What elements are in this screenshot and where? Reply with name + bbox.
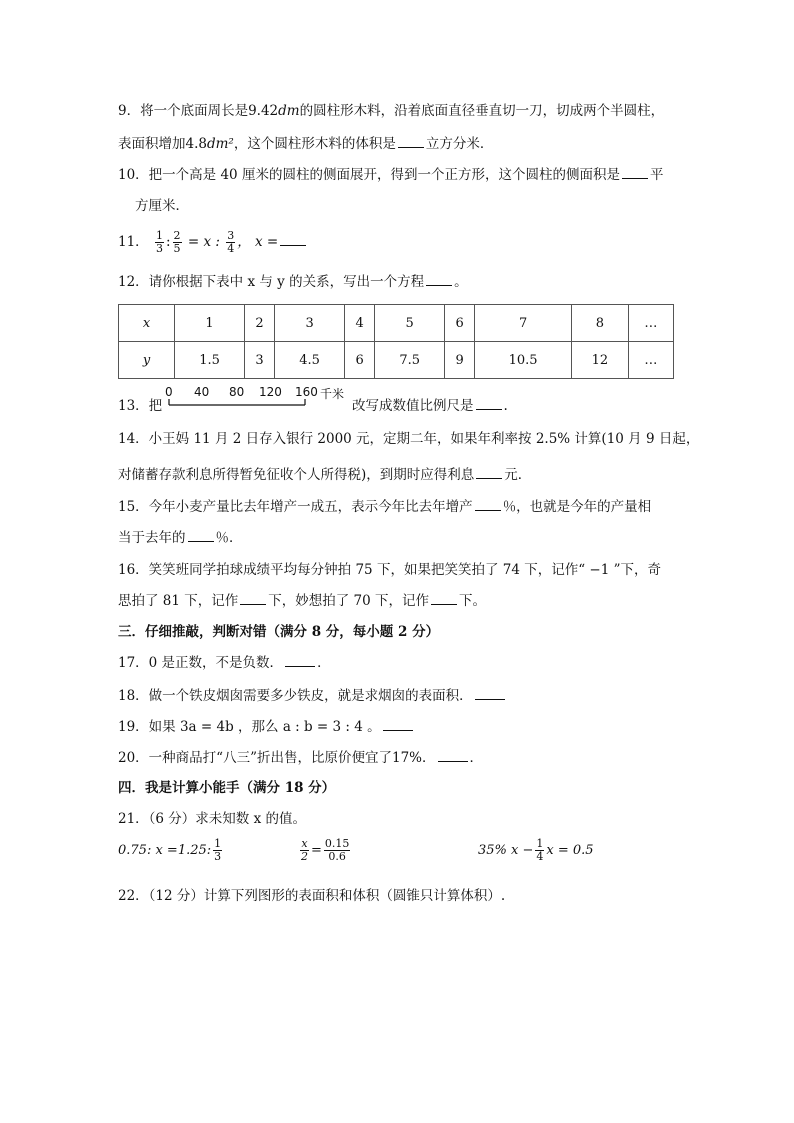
scale-bar: [165, 386, 315, 410]
question-10-line-1: [118, 164, 663, 186]
question-12: [118, 271, 468, 293]
table-cell: x: [119, 305, 175, 342]
question-10-line-2: [135, 195, 189, 217]
table-cell: 10.5: [475, 342, 572, 379]
q16-answer-blank-1[interactable]: [240, 590, 266, 605]
table-cell: 6: [345, 342, 375, 379]
q11-answer-blank[interactable]: [280, 231, 306, 246]
q19-answer-blank[interactable]: [383, 716, 413, 731]
table-row-y: [119, 342, 674, 379]
q12-text: 12．请你根据下表中 x 与 y 的关系，写出一个方程: [118, 274, 425, 290]
question-16-line-1: 16．笑笑班同学拍球成绩平均每分钟拍 75 下，如果把笑笑拍了 74 下，记作“ −1 ”下，奇: [118, 562, 661, 578]
q9-text-2a: 表面积增加4.8: [118, 136, 207, 152]
q11-tail: ， x =: [237, 234, 279, 250]
equation-1: 0.75: x =1.25: $\frac{1}{3}$: [118, 837, 222, 863]
q11-fraction-3: $\frac{3}{4}$: [227, 229, 235, 255]
xy-table: [118, 304, 674, 379]
q15-answer-blank-1[interactable]: [475, 496, 501, 511]
q16-answer-blank-2[interactable]: [431, 590, 457, 605]
scale-label: 40: [194, 385, 210, 399]
scale-label: 120: [259, 385, 282, 399]
question-19: 19．如果 3a = 4b ，那么 a : b = 3 : 4 。: [118, 716, 415, 738]
table-cell: 6: [445, 305, 475, 342]
question-11: 11． $\frac{1}{3}$ : $\frac{2}{5}$ = x : $\frac{3}{4}$ ， x =: [118, 230, 308, 255]
q12-answer-blank[interactable]: [426, 271, 452, 286]
table-cell: 4: [345, 305, 375, 342]
question-9-line-2: [118, 133, 493, 155]
q9-text-2b: ，这个圆柱形木料的体积是: [233, 136, 396, 152]
scale-unit: 千米: [320, 387, 345, 401]
eq1-fraction: $\frac{1}{3}$: [214, 837, 222, 863]
q9-text-1: 9．将一个底面周长是9.42: [118, 103, 279, 119]
scale-label: 160: [295, 385, 318, 399]
scale-label: 80: [229, 385, 245, 399]
question-18: 18．做一个铁皮烟囱需要多少铁皮，就是求烟囱的表面积．: [118, 685, 507, 707]
table-cell: 3: [275, 305, 345, 342]
q11-mid: = x :: [187, 234, 220, 250]
q11-fraction-1: $\frac{1}{3}$: [155, 229, 163, 255]
table-cell: y: [119, 342, 175, 379]
q17-answer-blank[interactable]: [285, 652, 315, 667]
q11-prefix: 11．: [118, 234, 149, 250]
eq2-left-fraction: $\frac{x}{2}$: [301, 837, 308, 863]
q11-fraction-2: $\frac{2}{5}$: [173, 229, 181, 255]
table-cell: 7.5: [375, 342, 445, 379]
q9-answer-blank[interactable]: [398, 133, 424, 148]
question-9-line-1: [118, 100, 664, 122]
question-21: 21．（6 分）求未知数 x 的值。: [118, 811, 307, 827]
q10-text-2: 方厘米．: [135, 198, 189, 214]
scale-label: 0: [165, 385, 173, 399]
q15-answer-blank-2[interactable]: [188, 527, 214, 542]
q9-text-1b: 的圆柱形木料，沿着底面直径垂直切一刀，切成两个半圆柱，: [299, 103, 665, 119]
question-20: 20．一种商品打“八三”折出售，比原价便宜了17%． ．: [118, 747, 483, 769]
q9-unit-2: dm²: [206, 136, 234, 152]
q10-text-1: 10．把一个高是 40 厘米的圆柱的侧面展开，得到一个正方形，这个圆柱的侧面积是: [118, 167, 620, 183]
table-cell: 2: [245, 305, 275, 342]
section-3-heading: 三．仔细推敲，判断对错（满分 8 分，每小题 2 分）: [118, 624, 440, 640]
question-13-suffix: 改写成数值比例尺是 .: [352, 395, 508, 417]
table-cell: 7: [475, 305, 572, 342]
table-cell: 1.5: [175, 342, 245, 379]
section-4-heading: 四．我是计算小能手（满分 18 分）: [118, 780, 336, 796]
equation-2: $\frac{x}{2}$ = $\frac{0.15}{0.6}$: [301, 837, 350, 863]
q10-answer-blank[interactable]: [622, 164, 648, 179]
question-22: 22．（12 分）计算下列图形的表面积和体积（圆锥只计算体积）.: [118, 888, 506, 904]
question-17: 17．0 是正数，不是负数． ．: [118, 652, 331, 674]
q14-answer-blank[interactable]: [476, 464, 502, 479]
table-cell: 9: [445, 342, 475, 379]
equation-3: 35% x − $\frac{1}{4}$ x = 0.5: [478, 837, 594, 863]
table-cell: 1: [175, 305, 245, 342]
q12-tail: 。: [454, 274, 468, 290]
question-14-line-1: 14．小王妈 11 月 2 日存入银行 2000 元，定期二年，如果年利率按 2.5% 计算(10 月 9 日起，: [118, 431, 700, 447]
q13-answer-blank[interactable]: [476, 395, 502, 410]
table-cell: 3: [245, 342, 275, 379]
eq2-right-fraction: $\frac{0.15}{0.6}$: [324, 837, 350, 863]
eq3-fraction: $\frac{1}{4}$: [536, 837, 544, 863]
q20-answer-blank[interactable]: [438, 747, 468, 762]
q10-text-1b: 平: [649, 167, 664, 183]
question-14-line-2: 对储蓄存款利息所得暂免征收个人所得税)，到期时应得利息 元．: [118, 464, 531, 486]
question-16-line-2: 思拍了 81 下，记作 下，妙想拍了 70 下，记作 下。: [118, 590, 486, 612]
q9-text-2c: 立方分米．: [425, 136, 494, 152]
question-15-line-1: 15．今年小麦产量比去年增产一成五，表示今年比去年增产 ％，也就是今年的产量相: [118, 496, 651, 518]
table-cell: 4.5: [275, 342, 345, 379]
table-cell: 12: [571, 342, 628, 379]
q9-unit-1: dm: [278, 103, 300, 119]
question-13-prefix: 13．把: [118, 398, 163, 414]
table-row-x: [119, 305, 674, 342]
q18-answer-blank[interactable]: [475, 685, 505, 700]
table-cell: …: [628, 342, 673, 379]
line-scale-diagram: [165, 386, 355, 410]
table-cell: 5: [375, 305, 445, 342]
table-cell: …: [628, 305, 673, 342]
question-15-line-2: 当于去年的 ％．: [118, 527, 243, 549]
table-cell: 8: [571, 305, 628, 342]
